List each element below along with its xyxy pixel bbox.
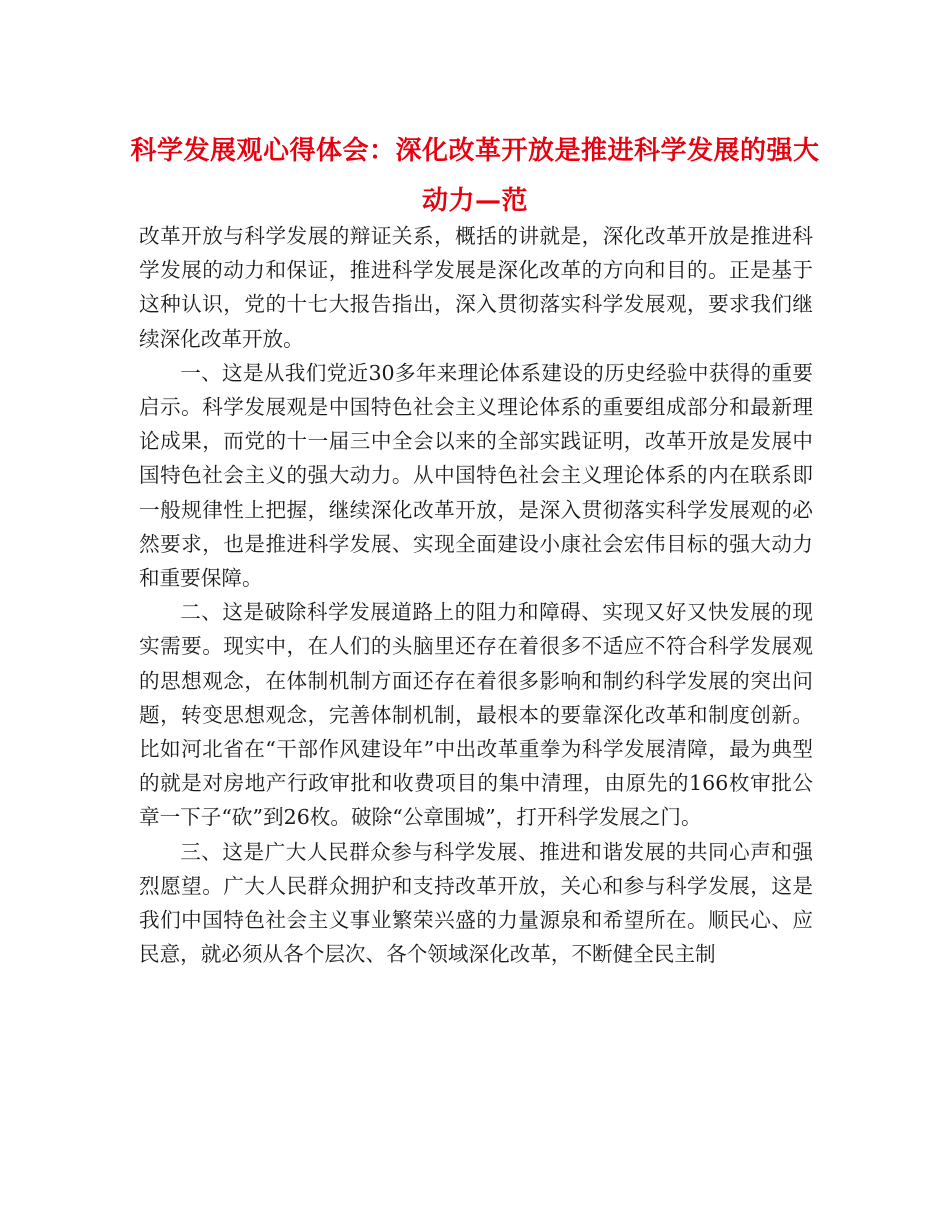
paragraph-point-one: 一、这是从我们党近30多年来理论体系建设的历史经验中获得的重要启示。科学发展观是中国特色社会主义理论体系的重要组成部分和最新理论成果，而党的十一届三中全会以来的全部实践证明，改革开放是发展中国特色社会主义的强大动力。从中国特色社会主义理论体系的内在联系即一般规律性上把握，继续深化改革开放，是深入贯彻落实科学发展观的必然要求，也是推进科学发展、实现全面建设小康社会宏伟目标的强大动力和重要保障。 (139, 360, 813, 591)
paragraph-point-three: 三、这是广大人民群众参与科学发展、推进和谐发展的共同心声和强烈愿望。广大人民群众拥护和支持改革开放，关心和参与科学发展，这是我们中国特色社会主义事业繁荣兴盛的力量源泉和希望所在。顺民心、应民意，就必须从各个层次、各个领域深化改革，不断健全民主制 (139, 839, 813, 967)
paragraph-point-two: 二、这是破除科学发展道路上的阻力和障碍、实现又好又快发展的现实需要。现实中，在人们的头脑里还存在着很多不适应不符合科学发展观的思想观念，在体制机制方面还存在着很多影响和制约科学发展的突出问题，转变思想观念，完善体制机制，最根本的要靠深化改革和制度创新。比如河北省在“干部作风建设年”中出改革重拳为科学发展清障，最为典型的就是对房地产行政审批和收费项目的集中清理，由原先的166枚审批公章一下子“砍”到26枚。破除“公章围城”，打开科学发展之门。 (139, 600, 813, 830)
document-body (139, 219, 813, 971)
document-title: 科学发展观心得体会：深化改革开放是推进科学发展的强大动力—范 (130, 136, 820, 216)
paragraph-intro: 改革开放与科学发展的辩证关系，概括的讲就是，深化改革开放是推进科学发展的动力和保证，推进科学发展是深化改革的方向和目的。正是基于这种认识，党的十七大报告指出，深入贯彻落实科学发展观，要求我们继续深化改革开放。 (139, 224, 813, 351)
